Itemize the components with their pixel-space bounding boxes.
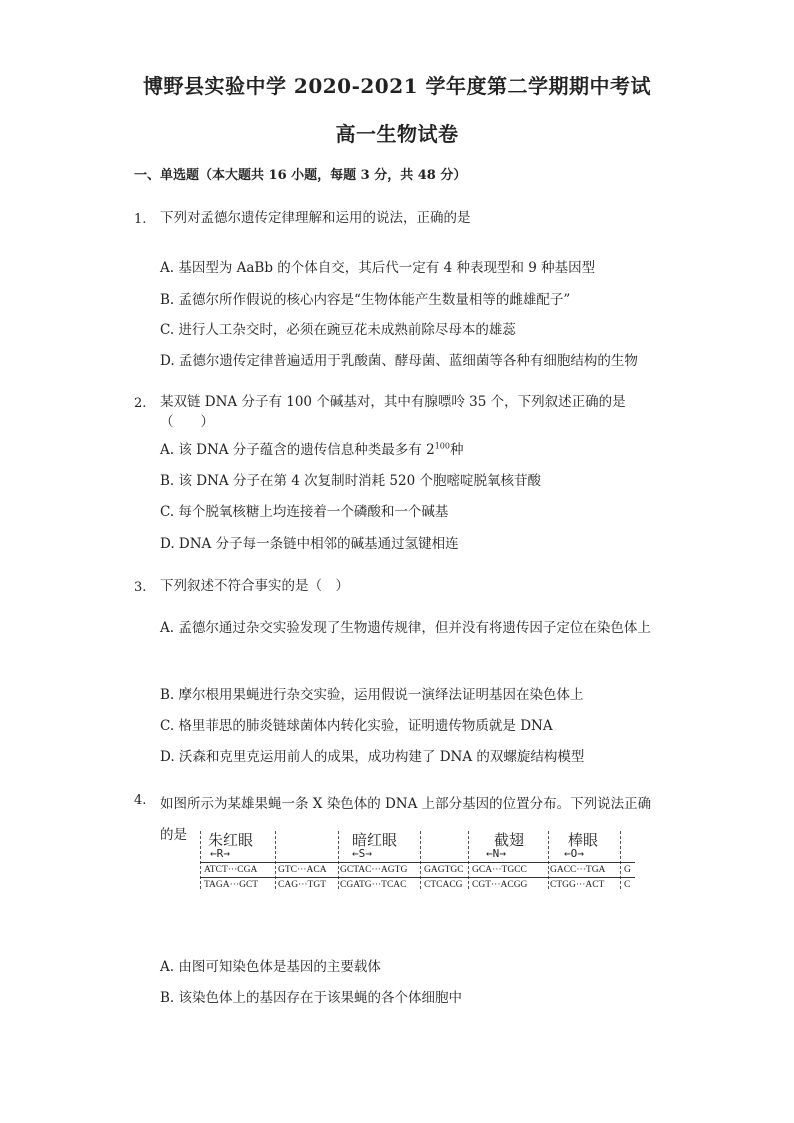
q3-option-a: A. 孟德尔通过杂交实验发现了生物遗传规律，但并没有将遗传因子定位在染色体上 [160, 620, 651, 636]
gene-label-bar-eye: 棒眼 [568, 831, 599, 849]
q2-option-b: B. 该 DNA 分子在第 4 次复制时消耗 520 个胞嘧啶脱氧核苷酸 [160, 473, 541, 489]
q2-option-a [160, 438, 463, 458]
bottom-strand-seg-5: CGT···ACGG [472, 880, 528, 890]
gene-symbol-o: ←O→ [564, 847, 584, 860]
q2-option-d: D. DNA 分子每一条链中相邻的碱基通过氢键相连 [160, 536, 459, 552]
q2-option-a-text: A. 该 DNA 分子蕴含的遗传信息种类最多有 2 [160, 442, 435, 458]
q1-text: 下列对孟德尔遗传定律理解和运用的说法，正确的是 [160, 210, 471, 226]
q4-option-a: A. 由图可知染色体是基因的主要载体 [160, 959, 381, 975]
gene-symbol-n: ←N→ [486, 847, 506, 860]
bottom-strand-seg-3: CGATG···TCAC [340, 880, 407, 890]
gene-label-cut-wing: 截翅 [494, 831, 525, 849]
bottom-strand-seg-7: C [624, 880, 631, 890]
q4-text: 如图所示为某雄果蝇一条 X 染色体的 DNA 上部分基因的位置分布。下列说法正确的是 [160, 796, 652, 843]
top-strand-seg-1: ATCT···CGA [204, 865, 258, 875]
q4-option-b: B. 该染色体上的基因存在于该果蝇的各个体细胞中 [160, 990, 463, 1006]
q1-option-c: C. 进行人工杂交时，必须在豌豆花未成熟前除尽母本的雄蕊 [160, 322, 516, 338]
q2-option-a-suffix: 种 [449, 442, 464, 458]
top-strand-seg-6: GACC···TGA [550, 865, 606, 875]
q2-option-c: C. 每个脱氧核糖上均连接着一个磷酸和一个碱基 [160, 504, 449, 520]
gene-label-vermilion: 朱红眼 [208, 831, 254, 849]
bottom-strand-seg-6: CTGG···ACT [550, 880, 605, 890]
section-heading: 一、单选题（本大题共 16 小题，每题 3 分，共 48 分） [134, 168, 467, 183]
bottom-strand-seg-4: CTCACG [424, 880, 463, 890]
q1-number: 1. [134, 212, 147, 227]
exam-title: 博野县实验中学 2020-2021 学年度第二学期期中考试 [142, 74, 652, 98]
q2-number: 2. [134, 396, 147, 411]
exam-subtitle: 高一生物试卷 [335, 122, 459, 146]
gene-label-dark-red: 暗红眼 [352, 831, 398, 849]
top-strand-seg-3: GCTAC···AGTG [340, 865, 408, 875]
q1-option-d: D. 孟德尔遗传定律普遍适用于乳酸菌、酵母菌、蓝细菌等各种有细胞结构的生物 [160, 353, 638, 369]
top-strand-seg-5: GCA···TGCC [472, 865, 527, 875]
q1-option-a: A. 基因型为 AaBb 的个体自交，其后代一定有 4 种表现型和 9 种基因型 [160, 260, 596, 276]
q1-option-b: B. 孟德尔所作假说的核心内容是“生物体能产生数量相等的雌雄配子” [160, 292, 571, 308]
q3-option-d: D. 沃森和克里克运用前人的成果，成功构建了 DNA 的双螺旋结构模型 [160, 749, 585, 765]
bottom-strand-seg-2: CAG···TGT [278, 880, 327, 890]
q3-option-c: C. 格里菲思的肺炎链球菌体内转化实验，证明遗传物质就是 DNA [160, 718, 553, 734]
top-strand-seg-4: GAGTGC [424, 865, 464, 875]
bottom-strand-seg-1: TAGA···GCT [204, 880, 259, 890]
q4-number: 4. [134, 793, 147, 808]
gene-position-figure [200, 829, 635, 891]
gene-symbol-r: ←R→ [210, 847, 230, 860]
q2-option-a-exponent: 100 [434, 441, 450, 451]
top-strand-seg-2: GTC···ACA [278, 865, 327, 875]
q2-text: 某双链 DNA 分子有 100 个碱基对，其中有腺嘌呤 35 个，下列叙述正确的是（ ） [160, 394, 626, 430]
q3-text: 下列叙述不符合事实的是（ ） [160, 578, 349, 594]
gene-symbol-s: ←S→ [352, 847, 372, 860]
q3-number: 3. [134, 580, 147, 595]
q3-option-b: B. 摩尔根用果蝇进行杂交实验，运用假说一演绎法证明基因在染色体上 [160, 687, 584, 703]
top-strand-seg-7: G [624, 865, 631, 875]
